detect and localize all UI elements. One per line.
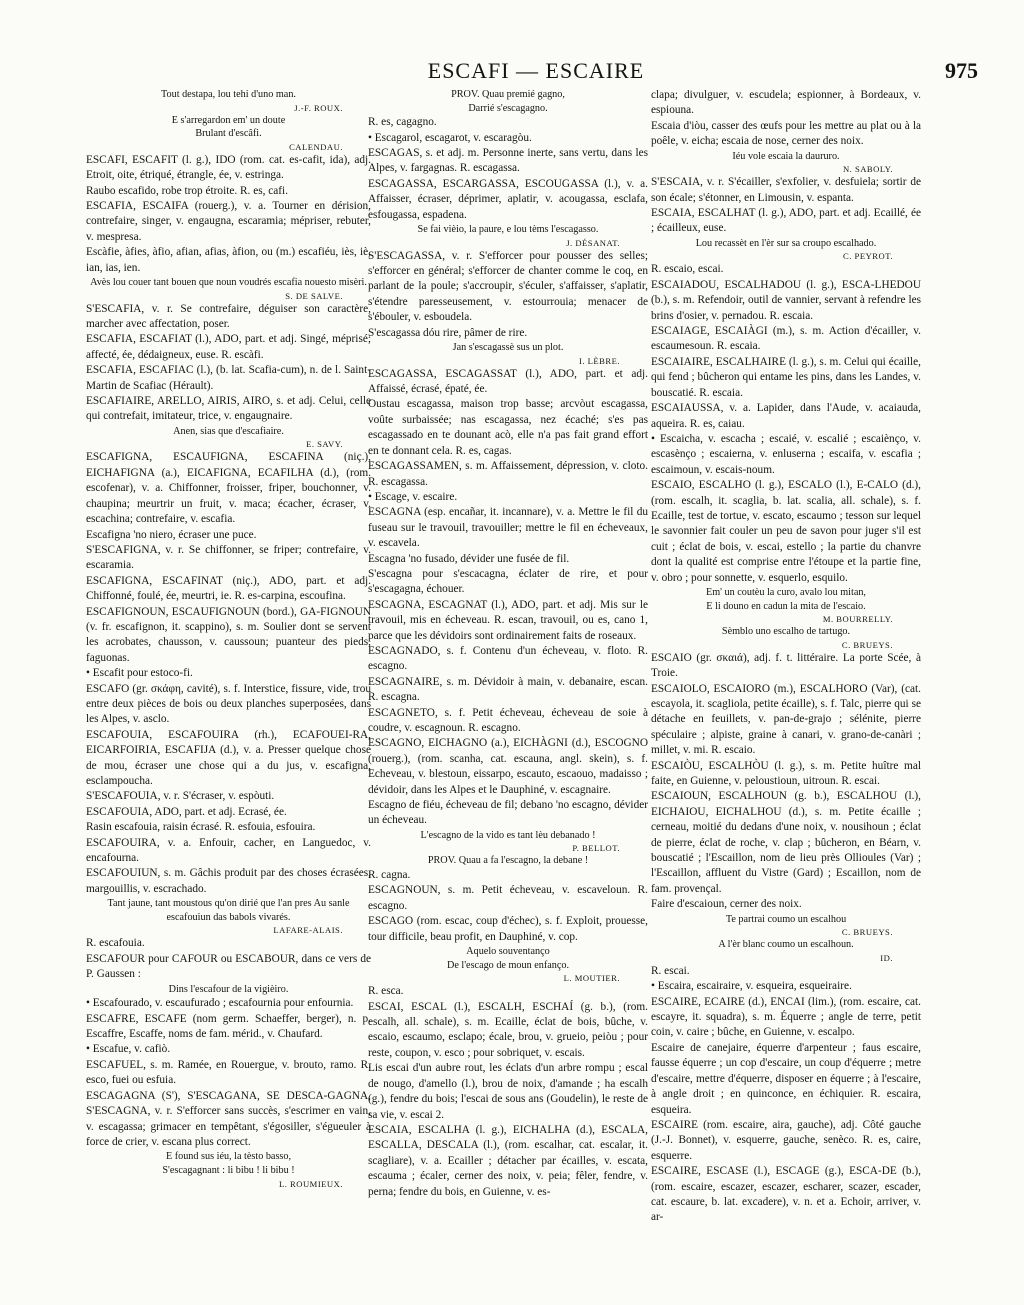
column-right <box>651 88 921 1293</box>
entry-paragraph: ESCAFOUIA, ESCAFOUIRA (rh.), ECAFOUEI-RA, EICARFOIRIA, ESCAFIJA (d.), v. a. Presser quelque chose de mou, écraser une chose qui a du jus, v. escafigna, esclampoucha. <box>86 728 371 787</box>
entry-paragraph: ESCAIOUN, ESCALHOUN (g. b.), ESCALHOU (l.), EICHAIOU, EICHALHOU (d.), s. m. Petite écaille ; cerneau, moitié du dedans d'une noix, v. nousihoun ; éclat de pierre, éclat de roche, v. clap ; bûcheron, en Béarn, v. bouscatié ; l'Escaillon, nom de lieu près Ollioules (Var) ; l'Escaillon, affluent du Vistre (Gard) ; Escaillon, nom de fam. provençal. <box>651 790 921 895</box>
entry-paragraph: ESCAFUEL, s. m. Ramée, en Rouergue, v. brouto, ramo. R. esco, fuei ou esfuia. <box>86 1058 371 1087</box>
entry-paragraph: ESCAGAGNA (S'), S'ESCAGANA, SE DESCA-GAGNA, S'ESCAGNA, v. r. S'efforcer sans succès, s'escrimer en vain, v. escagassa; grimacer en tempêtant, s'égosiller, s'égueuler à force de crier, v. escana plus correct. <box>86 1089 371 1148</box>
quotation-author: J. DÉSANAT. <box>566 237 620 248</box>
entry-paragraph: Raubo escafido, robe trop étroite. R. es, cafi. <box>86 184 289 197</box>
entry-paragraph: R. escaio, escai. <box>651 263 724 276</box>
entry-paragraph: S'ESCAIA, v. r. S'écailler, s'exfolier, v. desfuiela; sortir de son écale; s'étonner, en Limousin, v. espanta. <box>651 176 921 204</box>
entry-paragraph: • Escafue, v. cafiò. <box>86 1043 171 1056</box>
entry-paragraph: ESCAGASSA, ESCAGASSAT (l.), ADO, part. et adj. Affaissé, écrasé, épaté, ée. <box>368 367 648 396</box>
entry-paragraph: • Escage, v. escaire. <box>368 490 458 503</box>
entry-paragraph: ESCAFI, ESCAFIT (l. g.), IDO (rom. cat. es-cafit, ida), adj. Etroit, oite, étriqué, étrangle, ée, v. estringa. <box>86 153 371 182</box>
entry-paragraph: ESCAGNADO, s. f. Contenu d'un écheveau, v. floto. R. escagno. <box>368 644 648 673</box>
quotation-line: Dins l'escafour de la vigièiro. <box>168 983 289 995</box>
quotation-author: E. SAVY. <box>306 439 343 450</box>
entry-paragraph: ESCAIRE, ECAIRE (d.), ENCAI (lim.), (rom. escaire, cat. escayre, it. squadra), s. m. Équerre ; angle de terre, petit coin, v. caire ; bûche, en Guienne, v. escalpo. <box>651 995 921 1039</box>
entry-paragraph: ESCAGASSA, ESCARGASSA, ESCOUGASSA (l.), v. a. Affaisser, écraser, déprimer, aplatir, v. acougassa, esclafa, esfougassa, espadena. <box>368 177 648 221</box>
column-left <box>86 88 371 1293</box>
quotation-author: M. BOURRELLY. <box>822 614 893 625</box>
entry-paragraph: ESCAFIGNOUN, ESCAUFIGNOUN (bord.), GA-FIGNOUN (v. fr. escafignon, it. scappino), s. m. Soulier dont se servent les acrobates, chausson, v. caussoun; puanteur des pieds, faguonas. <box>86 605 371 664</box>
quotation-line: Se fai vièio, la paure, e lou tèms l'escagasso. <box>417 224 599 236</box>
entry-paragraph: • Escagarol, escagarot, v. escaragòu. <box>368 131 532 144</box>
entry-paragraph: ESCAIA, ESCALHAT (l. g.), ADO, part. et adj. Ecaillé, ée ; écailleux, euse. <box>651 207 921 235</box>
entry-paragraph: ESCAGNETO, s. f. Petit écheveau, écheveau de soie à coudre, v. escagnoun. R. escagno. <box>368 706 648 734</box>
quotation-author: C. PEYROT. <box>843 251 893 262</box>
entry-paragraph: ESCAFOUR pour CAFOUR ou ESCABOUR, dans ce vers de P. Gaussen : <box>86 952 371 981</box>
entry-paragraph: S'escagna pour s'escacagna, éclater de rire, et pour s'escagagna, échouer. <box>368 567 648 596</box>
entry-paragraph: ESCAFIA, ESCAIFA (rouerg.), v. a. Tourner en dérision, contrefaire, singer, v. engaugna, escaramia; mépriser, rebuter, v. mespresa. <box>86 200 371 243</box>
entry-paragraph: Escagna 'no fusado, dévider une fusée de fil. <box>368 552 570 565</box>
entry-paragraph: ESCAIO, ESCALHO (l. g.), ESCALO (l.), E-CALO (d.), (rom. escalh, it. scaglia, b. lat. scalia, all. schale), s. f. Ecaille, test de tortue, v. escato, escaumo ; tesson sur lequel le savonnier fait couler un peu de savon pour juger s'il est cuit ; éclat de bois, v. escai, estello ; la partie du chanvre dont la qualité est comprise entre l'étoupe et la partie fine, v. obro ; pour sonnette, v. esquerlo, esquilo. <box>651 479 921 584</box>
entry-paragraph: ESCAFRE, ESCAFE (nom germ. Schaeffer, berger), n. p. Escaffre, Escaffe, noms de fam. mérid., v. Chaufard. <box>86 1012 371 1041</box>
quotation-line: Lou recassèt en l'èr sur sa croupo escalhado. <box>695 237 877 249</box>
entry-paragraph: Lis escai d'un aubre rout, les éclats d'un arbre rompu ; escal de nougo, d'amello (l.), brou de noix, d'amande ; ha escalh (g.), fendre du bois; l'escai de sous ans (Goudelin), le reste de sa vie, v. escai 2. <box>368 1062 648 1121</box>
quotation-line: Tant jaune, tant moustous qu'on dirié que l'an pres Au sanle escafouiun das babols vivarés. <box>107 898 350 923</box>
entry-paragraph: S'escagassa dóu rire, pâmer de rire. <box>368 326 528 339</box>
running-title: ESCAFI — ESCAIRE <box>427 58 645 83</box>
quotation-author: P. BELLOT. <box>572 843 620 854</box>
entry-paragraph: R. es, cagagno. <box>368 116 437 129</box>
entry-paragraph: clapa; divulguer, v. escudela; espionner, à Bordeaux, v. espiouna. <box>651 89 921 117</box>
entry-paragraph: S'ESCAGASSA, v. r. S'efforcer pour pousser des selles; s'efforcer en général; s'efforcer de chanter comme le coq, en parlant de la poule; s'accroupir, s'éculer, s'affaisser, s'aplatir, s'étendre paresseusement, v. estourrouia; menacer de s'ébouler, v. esboudela. <box>368 249 648 324</box>
quotation-line: E s'arregardon em' un doute <box>171 114 286 126</box>
entry-paragraph: S'ESCAFOUIA, v. r. S'écraser, v. espòuti. <box>86 790 275 803</box>
entry-paragraph: Escaia d'iòu, casser des œufs pour les mettre au plat ou à la poêle, v. eicha; escaia de nose, cerner des noix. <box>651 119 921 148</box>
quotation-author: S. DE SALVE. <box>285 290 343 301</box>
entry-paragraph: Oustau escagassa, maison trop basse; arcvòut escagassa, voûte surbaissée; nas escagassa, nez écaché; s'es pas escagassado en te dounant acò, elle n'a pas fait grand effort en te donnant cela. R. es, cagas. <box>368 398 648 457</box>
quotation-line: L'escagno de la vido es tant lèu debanado ! <box>420 829 596 841</box>
quotation-line: Avès lou couer tant bouen que noun voudrés escafia nouesto misèri. <box>90 277 367 289</box>
entry-paragraph: R. cagna. <box>368 869 411 882</box>
entry-paragraph: • Escafit pour estoco-fi. <box>86 667 193 680</box>
entry-paragraph: Rasin escafouia, raisin écrasé. R. esfouia, esfouira. <box>86 821 316 834</box>
entry-paragraph: ESCAGNA (esp. encañar, it. incannare), v. a. Mettre le fil du fuseau sur le travouil, travouiller; mettre le fil en écheveaux, v. escavela. <box>368 506 648 550</box>
quotation-line: PROV. Quau premié gagno, <box>451 89 565 100</box>
quotation-line: Darrié s'escagagno. <box>468 102 548 114</box>
quotation-line: Te partrai coumo un escalhou <box>725 913 847 925</box>
quotation-line: E found sus iéu, la tèsto basso, <box>165 1151 292 1163</box>
entry-paragraph: ESCAIOLO, ESCAIORO (m.), ESCALHORO (Var), (cat. escayola, it. scagliola, petite écaille), s. f. Talc, pierre qui se détache en feuillets, v. pan-de-grajo ; sélénite, pierre spéculaire ; alpiste, graine à canari, v. grano-de-canàri ; millet, v. mi. R. escaio. <box>651 682 921 757</box>
quotation-line: PROV. Quau a fa l'escagno, la debane ! <box>427 855 589 867</box>
column-middle <box>368 88 648 1293</box>
entry-paragraph: ESCAIO (gr. σκαιά), adj. f. t. littéraire. La porte Scée, à Troie. <box>651 651 921 680</box>
entry-paragraph: ESCAGNAIRE, s. m. Dévidoir à main, v. debanaire, escan. R. escagna. <box>368 675 648 704</box>
entry-paragraph: ESCAIADOU, ESCALHADOU (l. g.), ESCA-LHEDOU (b.), s. m. Refendoir, outil de vannier, servant à refendre les brins d'osier, v. pernadou. R. escaia. <box>651 278 921 322</box>
entry-paragraph: ESCAFOUIRA, v. a. Enfouir, cacher, en Languedoc, v. encafourna. <box>86 836 371 865</box>
entry-paragraph: ESCAGNOUN, s. m. Petit écheveau, v. escaveloun. R. escagno. <box>368 884 648 912</box>
quotation-line: Tout destapa, lou tehi d'uno man. <box>161 89 296 100</box>
entry-paragraph: Escaire de canejaire, équerre d'arpenteur ; faus escaire, fausse équerre ; un cop d'escaire, un coup d'équerre ; metre d'escaire, mettre d'équerre, disposer en équerre ; à l'escaire, à angle droit ; en quinconce, en échiquier. R. escaira, esqueira. <box>651 1041 921 1116</box>
entry-paragraph: ESCAIÒU, ESCALHÒU (l. g.), s. m. Petite huître mal faite, en Guienne, v. peloustioun, uitroun. R. escai. <box>651 759 921 787</box>
quotation-line: Aquelo souventanço <box>466 946 550 958</box>
entry-paragraph: Escagno de fiéu, écheveau de fil; debano 'no escagno, dévider un écheveau. <box>368 799 648 827</box>
entry-paragraph: • Escafourado, v. escaufurado ; escafournia pour enfournia. <box>86 997 354 1010</box>
quotation-line: Sèmblo uno escalho de tartugo. <box>721 626 851 638</box>
entry-paragraph: ESCAFIAIRE, ARELLO, AIRIS, AIRO, s. et adj. Celui, celle qui contrefait, imitateur, trice, v. engaugnaire. <box>86 395 371 423</box>
quotation-line: Anen, sias que d'escafiaire. <box>173 425 284 437</box>
quotation-author: I. LÈBRE. <box>578 355 620 366</box>
entry-paragraph: ESCAIAUSSA, v. a. Lapider, dans l'Aude, v. acaiauda, aqueira. R. es, caiau. <box>651 402 921 430</box>
quotation-line: Brulant d'escâfi. <box>195 128 262 140</box>
entry-paragraph: ESCAGNO, EICHAGNO (a.), EICHÀGNI (d.), ESCOGNO (rouerg.), (rom. scanha, cat. escauna, angl. skein), s. f. Echeveau, v. blestoun, eissarpo, escauto, escaouo, madaisso ; dévidoir, dans les Alpes et le Dauphiné, v. escagnaire. <box>368 737 648 796</box>
quotation-line: E li douno en cadun la mita de l'escaio. <box>706 600 866 612</box>
quotation-line: A l'èr blanc coumo un escalhoun. <box>718 939 854 951</box>
page-header <box>86 56 986 86</box>
entry-paragraph: Faire d'escaioun, cerner des noix. <box>651 898 802 911</box>
entry-paragraph: ESCAIRE (rom. escaire, aira, gauche), adj. Côté gauche (J.-J. Bonnet), v. esquerre, gauche, senèco. R. es, caire, esquerre. <box>651 1118 921 1162</box>
quotation-author: ID. <box>880 952 893 963</box>
quotation-line: Em' un coutèu la curo, avalo lou mitan, <box>706 586 866 598</box>
quotation-line: De l'escago de moun enfanço. <box>446 959 570 971</box>
quotation-author: LAFARE-ALAIS. <box>273 925 343 936</box>
quotation-author: C. BRUEYS. <box>841 639 893 650</box>
entry-paragraph: ESCAFIA, ESCAFIAC (l.), (b. lat. Scafia-cum), n. de l. Saint-Martin de Scafiac (Hérault). <box>86 364 371 392</box>
entry-paragraph: ESCAGNA, ESCAGNAT (l.), ADO, part. et adj. Mis sur le travouil, mis en écheveau. R. escan, travouil, ou es, cano 1, parce que les dévidoirs sont ordinairement faits de roseaux. <box>368 598 648 642</box>
entry-paragraph: R. escafouia. <box>86 937 145 950</box>
quotation-author: L. ROUMIEUX. <box>278 1178 343 1189</box>
quotation-author: L. MOUTIER. <box>563 973 620 984</box>
entry-paragraph: ESCAFIGNA, ESCAFINAT (niç.), ADO, part. et adj. Chiffonné, foulé, ée, meurtri, ie. R. es-carpina, escoufina. <box>86 574 371 603</box>
entry-paragraph: ESCAFIA, ESCAFIAT (l.), ADO, part. et adj. Singé, méprisé; affecté, ée, dédaigneux, euse. R. escàfi. <box>86 333 371 361</box>
entry-paragraph: Escàfie, àfies, àfio, afian, afias, àfion, ou (m.) escafiéu, iès, iè, ian, ias, ien. <box>86 246 371 274</box>
entry-paragraph: R. escai. <box>651 964 690 977</box>
entry-paragraph: Escafigna 'no niero, écraser une puce. <box>86 528 257 541</box>
quotation-line: S'escagagnant : li bibu ! li bibu ! <box>162 1164 295 1176</box>
entry-paragraph: ESCAGAS, s. et adj. m. Personne inerte, sans vertu, dans les Alpes, v. fargagnas. R. escagassa. <box>368 147 648 175</box>
entry-paragraph: ESCAGO (rom. escac, coup d'échec), s. f. Exploit, prouesse, tour difficile, beau profit, en Dauphiné, v. cop. <box>368 915 648 943</box>
quotation-line: Jan s'escagassè sus un plot. <box>452 342 564 354</box>
entry-paragraph: ESCAIA, ESCALHA (l. g.), EICHALHA (d.), ESCALA, ESCALLA, DESCALA (l.), (rom. escalhar, cat. escalar, it. scagliare), v. a. Ecailler ; détacher par écailles, v. escata, escauma ; écaler, cerner des noix, v. peia; fêler, fendre, v. perna; fendre du bois, en Guienne, v. es- <box>368 1123 648 1198</box>
entry-paragraph: ESCAGASSAMEN, s. m. Affaissement, dépression, v. cloto. R. escagassa. <box>368 460 648 488</box>
quotation-author: C. BRUEYS. <box>841 927 893 938</box>
page-number: 975 <box>945 58 978 83</box>
quotation-author: N. SABOLY. <box>842 164 893 175</box>
entry-paragraph: ESCAI, ESCAL (l.), ESCALH, ESCHAÍ (g. b.), (rom. escalh, all. schale), s. m. Ecaille, éclat de bois, bûche, v. escaio, escaumo, esclapo; écale, brou, v. grueio, peiòu ; pour reste, coupon, v. esco ; pour sobriquet, v. escais. <box>368 1000 648 1059</box>
entry-paragraph: ESCAFO (gr. σκάφη, cavité), s. f. Interstice, fissure, vide, trou entre deux pièces de bois ou deux planches superposées, dans les Alpes, v. asclo. <box>86 682 371 726</box>
entry-paragraph: S'ESCAFIA, v. r. Se contrefaire, déguiser son caractère, marcher avec affectation, poser. <box>86 302 371 331</box>
quotation-line: Iéu vole escaia la daururo. <box>732 150 840 162</box>
entry-paragraph: • Escaira, escairaire, v. esqueira, esqueiraire. <box>651 980 852 993</box>
quotation-author: J.-F. ROUX. <box>294 102 343 113</box>
entry-paragraph: ESCAFOUIUN, s. m. Gâchis produit par des choses écrasées, margouillis, v. escrachado. <box>86 867 371 895</box>
entry-paragraph: ESCAFOUIA, ADO, part. et adj. Ecrasé, ée. <box>86 805 287 818</box>
entry-paragraph: ESCAIAGE, ESCAIÀGI (m.), s. m. Action d'écailler, v. escaumesoun. R. escaia. <box>651 325 921 353</box>
entry-paragraph: ESCAIRE, ESCASE (l.), ESCAGE (g.), ESCA-DE (b.), (rom. escaire, escazer, escazer, escharer, scazer, escader, cat. escaure, b. lat. excadere), v. n. et a. Echoir, arriver, v. ar- <box>651 1165 921 1224</box>
entry-paragraph: S'ESCAFIGNA, v. r. Se chiffonner, se friper; contrefaire, v. escaramia. <box>86 543 371 572</box>
entry-paragraph: ESCAFIGNA, ESCAUFIGNA, ESCAFINA (niç.), EICHAFIGNA (a.), EICAFIGNA, ECAFILHA (d.), (rom. escofenar), v. a. Chiffonner, froisser, friper, bouchonner, v. chaupina; meurtrir un fruit, v. maca; écacher, écraser, v. escachina; contrefaire, v. escafia. <box>86 451 371 526</box>
entry-paragraph: • Escaicha, v. escacha ; escaié, v. escalié ; escaiènço, v. escasènço ; escaierna, v. enluserna ; escaifa, v. escafia ; escaimoun, v. escais-noum. <box>651 432 921 476</box>
quotation-author: CALENDAU. <box>289 141 343 152</box>
entry-paragraph: ESCAIAIRE, ESCALHAIRE (l. g.), s. m. Celui qui écaille, qui fend ; bûcheron qui entame les pins, dans les Landes, v. bouscatié. R. escaia. <box>651 355 921 399</box>
entry-paragraph: R. esca. <box>368 985 404 998</box>
